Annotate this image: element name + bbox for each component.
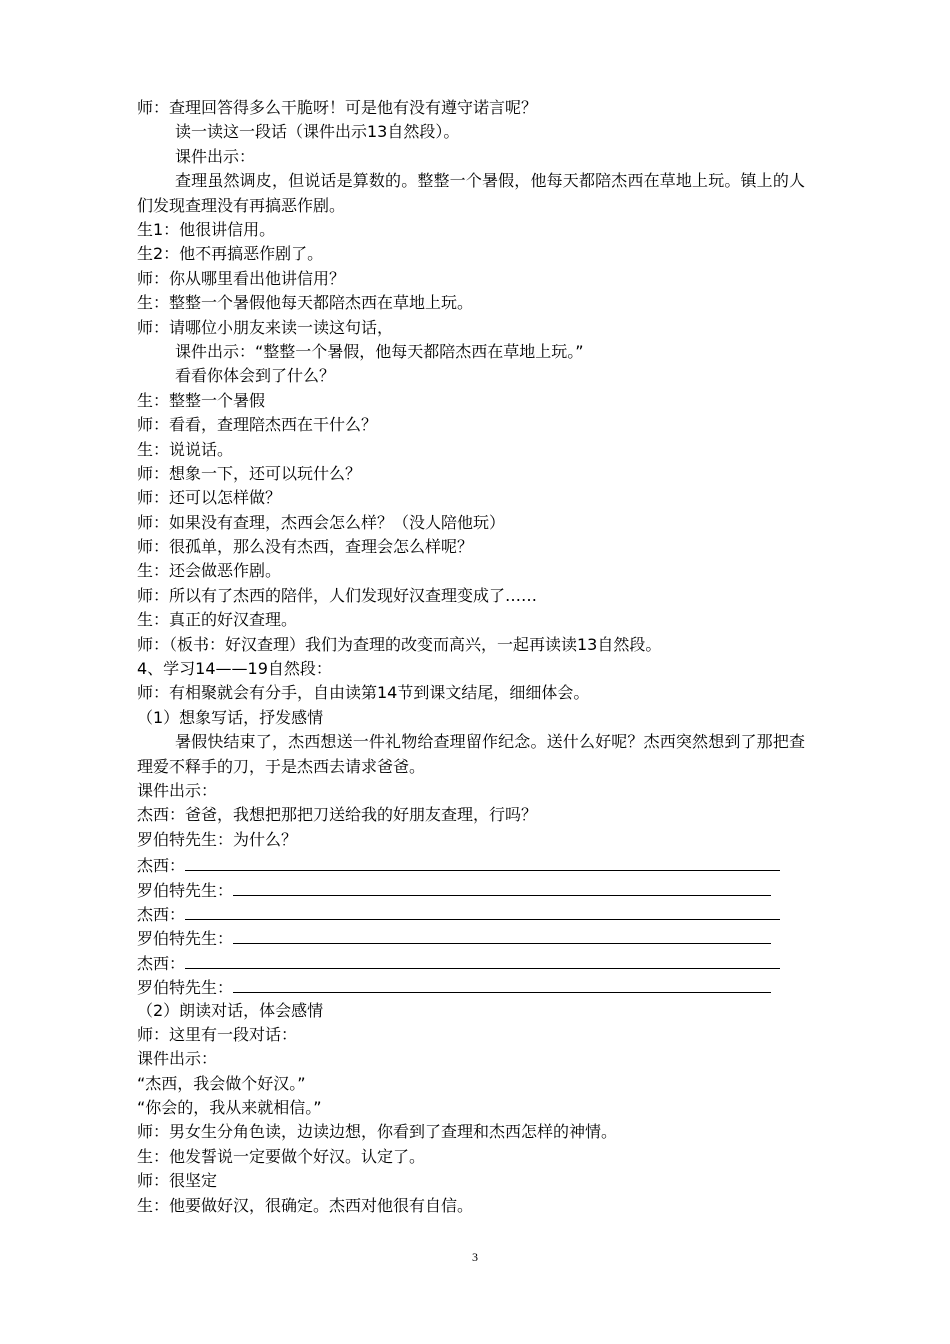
section-heading: 4、学习14——19自然段： <box>137 659 332 679</box>
text-line: 师：请哪位小朋友来读一读这句话， <box>137 317 394 337</box>
dialogue-blank-line <box>137 925 817 949</box>
document-body <box>137 96 817 1218</box>
dialogue-blank-line <box>137 901 817 925</box>
answer-blank <box>233 925 771 944</box>
dialogue-speaker: 杰西： <box>137 856 186 876</box>
text-line: 师：有相聚就会有分手，自由读第14节到课文结尾，细细体会。 <box>137 683 590 703</box>
text-line: 生：他要做好汉，很确定。杰西对他很有自信。 <box>137 1195 474 1215</box>
text-line: 杰西：爸爸，我想把那把刀送给我的好朋友查理，行吗？ <box>137 805 538 825</box>
paragraph: 查理虽然调皮，但说话是算数的。整整一个暑假，他每天都陪杰西在草地上玩。镇上的人们发现查理没有再搞恶作剧。 <box>137 171 805 215</box>
text-line: 生：他发誓说一定要做个好汉。认定了。 <box>137 1146 426 1166</box>
dialogue-speaker: 杰西： <box>137 904 186 924</box>
answer-blank <box>233 974 771 993</box>
dialogue-blank-line <box>137 877 817 901</box>
text-line: 生：真正的好汉查理。 <box>137 610 298 630</box>
text-line: 师：看看，查理陪杰西在干什么？ <box>137 415 378 435</box>
text-line: 课件出示： <box>137 781 218 800</box>
dialogue-speaker: 罗伯特先生： <box>137 978 234 998</box>
text-line: 师：很坚定 <box>137 1171 218 1191</box>
answer-blank <box>185 901 780 920</box>
subsection-heading: （2）朗读对话，体会感情 <box>137 1000 324 1020</box>
paragraph: 暑假快结束了，杰西想送一件礼物给查理留作纪念。送什么好呢？杰西突然想到了那把查理爱不释手的刀，于是杰西去请求爸爸。 <box>137 732 805 776</box>
text-line: 罗伯特先生：为什么？ <box>137 829 298 849</box>
text-line: 师：想象一下，还可以玩什么？ <box>137 463 362 483</box>
text-line: 看看你体会到了什么？ <box>175 366 336 386</box>
text-line: 师：所以有了杰西的陪伴，人们发现好汉查理变成了…… <box>137 585 538 605</box>
text-line: 师：还可以怎样做？ <box>137 488 282 508</box>
text-line: 读一读这一段话（课件出示13自然段）。 <box>175 122 460 142</box>
text-line: 生：说说话。 <box>137 439 234 459</box>
text-line: 师：这里有一段对话： <box>137 1024 298 1044</box>
text-line: 课件出示： <box>137 1049 218 1069</box>
dialogue-blank-line <box>137 974 817 998</box>
text-line: 师：查理回答得多么干脆呀！可是他有没有遵守诺言呢？ <box>137 98 538 117</box>
text-line: 课件出示： <box>175 146 256 166</box>
text-line: “杰西，我会做个好汉。” <box>137 1073 306 1093</box>
answer-blank <box>233 877 771 896</box>
dialogue-speaker: 罗伯特先生： <box>137 880 234 900</box>
text-line: 生1：他很讲信用。 <box>137 219 276 239</box>
text-line: 课件出示：“整整一个暑假，他每天都陪杰西在草地上玩。” <box>175 341 584 361</box>
text-line: 师：你从哪里看出他讲信用？ <box>137 268 346 288</box>
dialogue-blank-line <box>137 852 817 876</box>
dialogue-speaker: 杰西： <box>137 953 186 973</box>
text-line: 生：还会做恶作剧。 <box>137 561 282 581</box>
subsection-heading: （1）想象写话，抒发感情 <box>137 707 324 727</box>
text-line: 生：整整一个暑假他每天都陪杰西在草地上玩。 <box>137 293 474 313</box>
text-line: 师：（板书：好汉查理）我们为查理的改变而高兴，一起再读读13自然段。 <box>137 634 662 654</box>
text-line: 师：如果没有查理，杰西会怎么样？（没人陪他玩） <box>137 512 506 532</box>
text-line: “你会的，我从来就相信。” <box>137 1098 322 1118</box>
page-number: 3 <box>472 1250 478 1264</box>
text-line: 师：很孤单，那么没有杰西，查理会怎么样呢？ <box>137 537 474 557</box>
dialogue-speaker: 罗伯特先生： <box>137 929 234 949</box>
dialogue-blank-line <box>137 950 817 974</box>
text-line: 生：整整一个暑假 <box>137 390 266 410</box>
text-line: 生2：他不再搞恶作剧了。 <box>137 244 324 264</box>
text-line: 师：男女生分角色读，边读边想，你看到了查理和杰西怎样的神情。 <box>137 1122 618 1142</box>
answer-blank <box>185 852 780 871</box>
answer-blank <box>185 950 780 969</box>
